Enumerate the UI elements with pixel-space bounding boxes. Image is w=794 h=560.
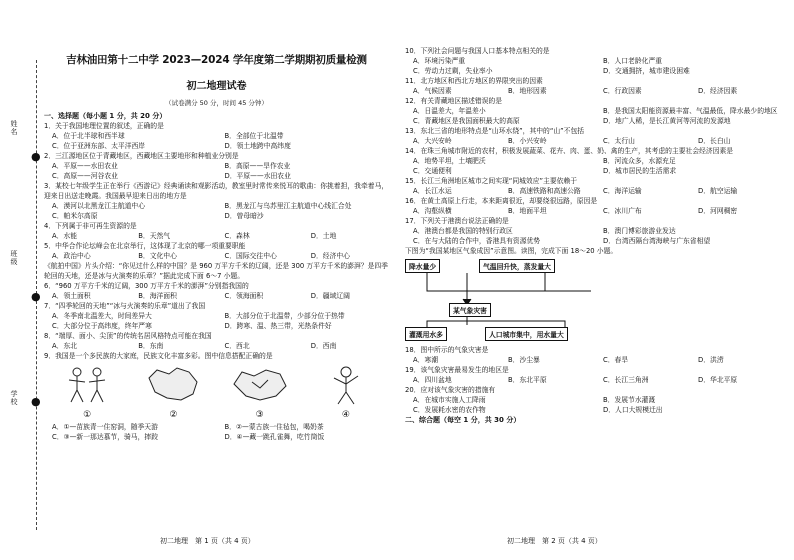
ethnic-figures — [44, 364, 389, 420]
weather-cause-diagram — [405, 259, 785, 341]
answer-option: C．冰川广布 — [603, 207, 642, 215]
answer-option: B．②—蒙古族一住毡包，喝奶茶 — [224, 423, 324, 431]
option-row — [44, 141, 389, 151]
binding-dot: ● — [31, 290, 41, 303]
class-label: 班级 — [10, 250, 18, 266]
answer-option: A．寒潮 — [413, 356, 439, 364]
question-text: 12．有关青藏地区描述错误的是 — [405, 97, 503, 105]
answer-option: D．洪涝 — [698, 356, 724, 364]
answer-option: B．全部位于北温带 — [224, 132, 284, 140]
answer-option: B．地面平坦 — [508, 207, 547, 215]
map-outline-icon — [143, 364, 203, 406]
answer-option: A．大兴安岭 — [413, 137, 452, 145]
answer-option: B．东北平原 — [508, 376, 547, 384]
binding-dot: ● — [31, 150, 41, 163]
answer-option: D．台湾西隔台湾海峡与广东省相望 — [603, 237, 711, 245]
answer-option: D．华北平原 — [698, 376, 738, 384]
school-label: 学校 — [10, 390, 18, 406]
dancers-icon — [57, 364, 117, 406]
answer-option: A．四川盆地 — [413, 376, 452, 384]
option-row — [44, 251, 389, 261]
option-row — [44, 341, 389, 351]
option-row — [405, 236, 785, 246]
answer-option: D．曾母暗沙 — [224, 212, 264, 220]
option-row — [405, 226, 785, 236]
answer-option: A．长江水运 — [413, 187, 452, 195]
answer-option: B．高原——旱作农业 — [224, 162, 291, 170]
answer-option: C．长江三角洲 — [603, 376, 649, 384]
question-text: 4．下列属于非可再生资源的是 — [44, 222, 137, 230]
figure-3 — [225, 364, 295, 420]
option-row — [44, 321, 389, 331]
option-row — [405, 136, 785, 146]
answer-option: B．沙尘暴 — [508, 356, 540, 364]
page-footer: 初二地理 第 2 页（共 4 页） — [507, 537, 602, 545]
exam-title: 吉林油田第十二中学 2023—2024 学年度第二学期期初质量检测 — [66, 54, 367, 66]
answer-option: D．经济中心 — [310, 252, 350, 260]
figure-number: ② — [169, 410, 178, 420]
question-text: 19．该气象灾害最易发生的地区是 — [405, 366, 509, 374]
answer-option: A．水能 — [52, 232, 78, 240]
option-row — [405, 106, 785, 116]
question-text: 6．“960 万平方千米的辽阔，300 万平方千米的澎湃”分别指我国的 — [44, 282, 249, 290]
answer-option: C．春旱 — [603, 356, 629, 364]
answer-option: B．天然气 — [138, 232, 171, 240]
diagram-arrows — [405, 259, 785, 341]
answer-option: D．地广人稀，是长江黄河等河流的发源地 — [603, 117, 731, 125]
page-footer: 初二地理 第 1 页（共 4 页） — [160, 537, 255, 545]
answer-option: D．人口大规模迁出 — [603, 406, 663, 414]
answer-option: A．位于北半球和西半球 — [52, 132, 125, 140]
question-text: 8．“端厚、面小、尖顶”的传统名居风格特点可能在我国 — [44, 332, 212, 340]
answer-option: C．帕米尔高原 — [52, 212, 98, 220]
answer-option: B．是我国太阳能资源最丰富、气温最低，降水最少的地区 — [603, 107, 778, 115]
answer-option: A．沟壑纵横 — [413, 207, 452, 215]
answer-option: A．冬季南北温差大，时间差异大 — [52, 312, 152, 320]
left-content — [44, 52, 389, 442]
right-content — [405, 46, 785, 425]
option-row — [405, 66, 785, 76]
question-list — [405, 345, 785, 425]
answer-option: A．地势平坦，土壤肥沃 — [413, 157, 486, 165]
answer-option: D．领土地跨中高纬度 — [224, 142, 291, 150]
answer-option: D．交通拥挤，城市建设困难 — [603, 67, 690, 75]
question-text: 下图为“我国某地区气象成因”示意图。读图，完成下面 18～20 小题。 — [405, 247, 618, 255]
option-row — [44, 291, 389, 301]
question-text: 2．三江源地区位于青藏地区，西藏地区主要地形和种植业分别是 — [44, 152, 239, 160]
answer-option: C．森林 — [224, 232, 250, 240]
box-irrigation: 灌溉用水多 — [405, 327, 447, 341]
figure-2 — [138, 364, 208, 420]
question-text: 9．我国是一个多民族的大家庭，民族文化丰富多彩。图中信息搭配正确的是 — [44, 352, 273, 360]
question-text: 《航拍中国》片头介绍：“你见过什么样的中国？是 960 万平方千米的辽阔，还是 300 万平方千米的澎湃？是四季轮回的天地，还是冰与火演奏的乐章？”据此完成下面 6～7 小题。 — [44, 262, 388, 280]
question-list — [405, 46, 785, 256]
option-row — [405, 405, 785, 415]
answer-option: B．地形因素 — [508, 87, 547, 95]
answer-option: B．河流众多，水源充足 — [603, 157, 676, 165]
answer-option: B．人口老龄化严重 — [603, 57, 663, 65]
question-text: 18．图中所示的气象灾害是 — [405, 346, 489, 354]
answer-option: A．东北 — [52, 342, 78, 350]
answer-option: A．日温差大，年温差小 — [413, 107, 486, 115]
option-row — [405, 375, 785, 385]
answer-option: D．疆域辽阔 — [310, 292, 350, 300]
question-text: 11．北方地区和西北方地区的界限突出的因素 — [405, 77, 543, 85]
option-row — [44, 131, 389, 141]
answer-option: C．交通便利 — [413, 167, 452, 175]
box-less-rain: 降水量少 — [405, 259, 440, 273]
answer-option: D．④—藏一跳孔雀舞，吃竹筒饭 — [224, 433, 325, 441]
question-list — [44, 121, 389, 361]
box-warming: 气温回升快，蒸发量大 — [479, 259, 555, 273]
answer-option: D．平原——水田农业 — [224, 172, 291, 180]
question-text: 20．应对该气象灾害的措施有 — [405, 386, 496, 394]
answer-option: C．海洋运输 — [603, 187, 642, 195]
option-row — [44, 201, 389, 211]
binding-dot: ● — [31, 395, 41, 408]
dancer-icon — [316, 364, 376, 406]
answer-option: B．海洋面积 — [138, 292, 177, 300]
answer-option: A．领土面积 — [52, 292, 91, 300]
answer-option: C．大部分位于高纬度，终年严寒 — [52, 322, 152, 330]
answer-option: A．气候因素 — [413, 87, 452, 95]
question-text: 1．关于我国地理位置的叙述，正确的是 — [44, 122, 164, 130]
option-row — [44, 171, 389, 181]
answer-option: B．小兴安岭 — [508, 137, 547, 145]
option-row — [405, 395, 785, 405]
answer-option: D．土地 — [310, 232, 337, 240]
answer-option: C．行政因素 — [603, 87, 642, 95]
answer-option: C．领海面积 — [224, 292, 264, 300]
answer-option: B．大部分位于北温带，少部分位于热带 — [224, 312, 345, 320]
answer-option: D．长白山 — [698, 137, 731, 145]
figure-1 — [52, 364, 122, 420]
name-label: 姓名 — [10, 120, 18, 136]
option-row — [405, 355, 785, 365]
answer-option: A．①—苗族青一住窑洞，随季天游 — [52, 423, 158, 431]
section-heading: 二、综合题（每空 1 分，共 30 分） — [405, 416, 521, 424]
answer-option: A．在城市实施人工降雨 — [413, 396, 486, 404]
question-text: 15．长江三角洲地区城市之间实现“同城效应”主要依赖于 — [405, 177, 578, 185]
option-row — [44, 161, 389, 171]
figure-number: ③ — [255, 410, 264, 420]
answer-option: A．政治中心 — [52, 252, 91, 260]
option-row — [44, 432, 389, 442]
exam-note: （试卷满分 50 分，时间 45 分钟） — [165, 99, 268, 107]
option-row — [405, 206, 785, 216]
answer-option: D．航空运输 — [698, 187, 738, 195]
question-text: 5．中华合作论坛峰会在北京举行，这体现了北京的哪一项重要职能 — [44, 242, 246, 250]
answer-option: C．国际交往中心 — [224, 252, 277, 260]
map-outline-icon — [230, 364, 290, 406]
answer-option: A．环境污染严重 — [413, 57, 466, 65]
answer-option: B．东南 — [138, 342, 164, 350]
option-row — [405, 116, 785, 126]
figure-4 — [311, 364, 381, 420]
answer-option: D．城市居民的生活需求 — [603, 167, 677, 175]
answer-option: C．③—新一那达慕节，骑马，摔跤 — [52, 433, 158, 441]
option-row — [405, 166, 785, 176]
question-text: 3．某校七年级学生正在举行《西游记》经典诵读和观影活动，教室里时常传来悦耳的歌曲：你挑着担，我牵着马，迎来日出送走晚霞。我国最早迎来日出的地方是 — [44, 182, 389, 200]
answer-option: D．经济因素 — [698, 87, 738, 95]
option-row — [405, 56, 785, 66]
right-page — [397, 0, 794, 560]
question-text: 10．下列社会问题与我国人口基本特点相关的是 — [405, 47, 550, 55]
question-text: 16．在黄土高原上行走，本来距离很近，却要绕很远路，原因是 — [405, 197, 598, 205]
answer-option: A．漠河以北黑龙江主航道中心 — [52, 202, 146, 210]
answer-option: B．澳门博彩旅游业发达 — [603, 227, 676, 235]
section-heading: 一、选择题（每小题 1 分，共 20 分） — [44, 112, 167, 120]
box-disaster: 某气象灾害 — [449, 303, 491, 317]
answer-option: C．在与大陆的合作中，香港具有资源优势 — [413, 237, 541, 245]
option-row — [44, 422, 389, 432]
question-text: 14．在珠三角城市附近的农村，积极发展蔬菜、花卉、肉、蛋、奶、禽的生产，其考虑的主要社会经济因素是 — [405, 147, 734, 155]
answer-option: A．平原——水田农业 — [52, 162, 118, 170]
option-row — [44, 311, 389, 321]
binding-margin — [0, 0, 41, 560]
question-list — [44, 422, 389, 442]
figure-number: ④ — [341, 410, 350, 420]
option-row — [405, 86, 785, 96]
option-row — [44, 231, 389, 241]
box-urban-water: 人口城市集中，用水量大 — [485, 327, 568, 341]
answer-option: B．高速铁路和高速公路 — [508, 187, 581, 195]
answer-option: C．发展耗水密的农作物 — [413, 406, 486, 414]
answer-option: B．文化中心 — [138, 252, 177, 260]
answer-option: C．位于亚洲东部、太平洋西岸 — [52, 142, 146, 150]
answer-option: C．劳动力过剩，失业率小 — [413, 67, 493, 75]
answer-option: C．青藏地区是我国面积最大的高原 — [413, 117, 520, 125]
answer-option: C．太行山 — [603, 137, 635, 145]
figure-number: ① — [83, 410, 92, 420]
exam-subtitle: 初二地理试卷 — [186, 81, 247, 92]
answer-option: A．港澳台都是我国的特别行政区 — [413, 227, 513, 235]
answer-option: D．河网稠密 — [698, 207, 738, 215]
option-row — [44, 211, 389, 221]
answer-option: B．发展节水灌溉 — [603, 396, 656, 404]
question-text: 13．东北三省的地形特点是“山环水绕”，其中的“山”不包括 — [405, 127, 585, 135]
answer-option: D．西南 — [310, 342, 337, 350]
answer-option: C．高原——河谷农业 — [52, 172, 118, 180]
question-text: 17．下列关于港澳台说法正确的是 — [405, 217, 509, 225]
answer-option: D．跨寒、温、热三带，光热条件好 — [224, 322, 332, 330]
question-text: 7．“四季轮回的天地”“冰与火演奏的乐章”道出了我国 — [44, 302, 206, 310]
option-row — [405, 186, 785, 196]
answer-option: C．西北 — [224, 342, 250, 350]
answer-option: B．黑龙江与乌苏里江主航道中心线汇合处 — [224, 202, 352, 210]
option-row — [405, 156, 785, 166]
